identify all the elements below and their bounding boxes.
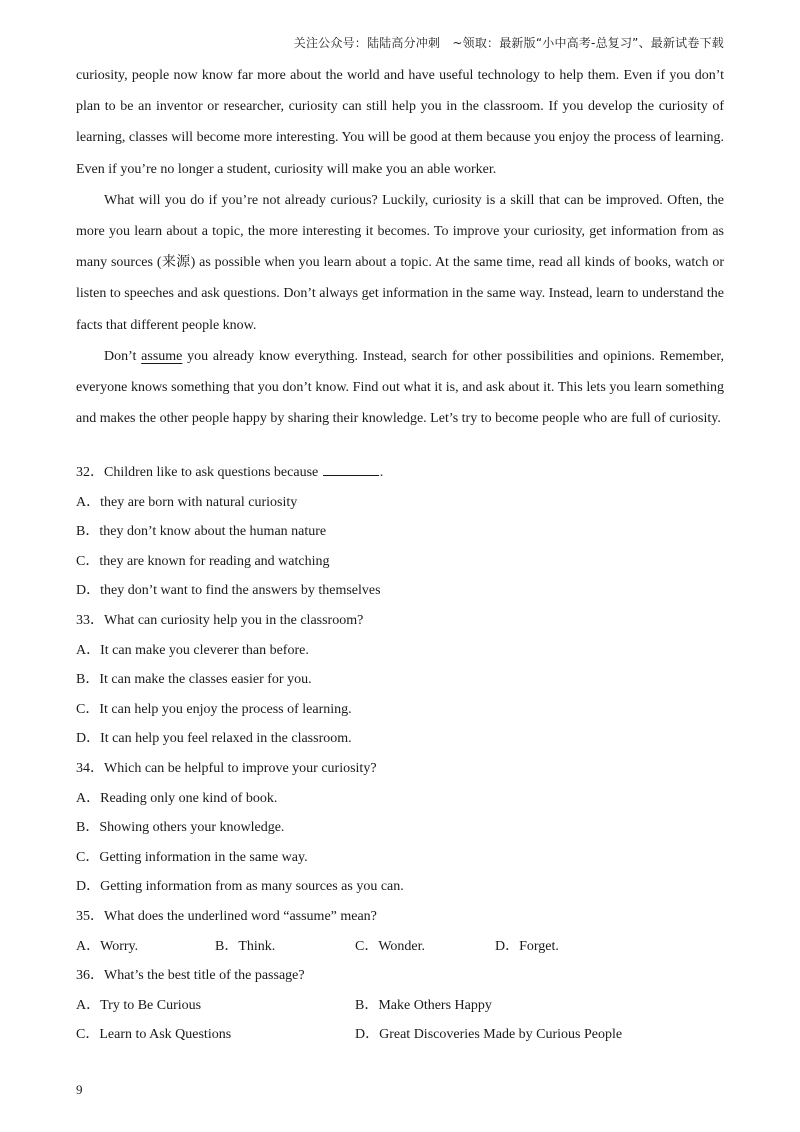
q35-option-d: D．Forget. [495,938,559,954]
reading-passage [76,60,724,434]
q33-option-d: D．It can help you feel relaxed in the classroom. [76,731,352,747]
q34-option-c: C．Getting information in the same way. [76,849,308,865]
question-32-stem [76,458,724,488]
question-36-stem: 36．What’s the best title of the passage? [76,968,305,984]
q36-option-d: D．Great Discoveries Made by Curious People [355,1027,623,1043]
q32-option-a: A．they are born with natural curiosity [76,494,298,510]
page-header: 关注公众号：陆陆高分冲刺 ~领取：最新版“小中高考-总复习”、最新试卷下载 [293,36,724,50]
underlined-word-assume: assume [141,348,183,364]
q34-option-a: A．Reading only one kind of book. [76,790,278,806]
q34-option-d: D．Getting information from as many sources as you can. [76,879,404,895]
passage-paragraph-3 [76,341,724,435]
q35-option-c: C．Wonder. [355,938,426,954]
passage-paragraph-2: What will you do if you’re not already curious? Luckily, curiosity is a skill that can be improved. Often, the more you learn about a topic, the more interesting it becomes. To improve your curiosity, get information from as many sources (来源) as possible when you learn about a topic. At the same time, read all kinds of books, watch or listen to speeches and ask questions. Don’t always get information in the same way. Instead, learn to understand the facts that different people know. [76,192,724,333]
q35-option-b: B．Think. [215,938,276,954]
q36-option-c: C．Learn to Ask Questions [76,1027,232,1043]
q32-option-b: B．they don’t know about the human nature [76,524,327,540]
q33-option-c: C．It can help you enjoy the process of learning. [76,701,352,717]
q35-options-row [76,932,724,962]
paragraph-3-start: Don’t [104,348,142,364]
q36-option-b: B．Make Others Happy [355,997,492,1013]
q32-option-d: D．they don’t want to find the answers by themselves [76,583,381,599]
paragraph-3-rest: you already know everything. Instead, search for other possibilities and opinions. Remember, everyone knows something that you don’t know. Find out what it is, and ask about it. This lets you learn something and makes the other people happy by sharing their knowledge. Let’s try to become people who are full of curiosity. [76,348,725,427]
q33-option-b: B．It can make the classes easier for you. [76,672,312,688]
question-35-stem: 35．What does the underlined word “assume” mean? [76,908,377,924]
q34-option-b: B．Showing others your knowledge. [76,820,285,836]
question-33-stem: 33．What can curiosity help you in the classroom? [76,612,364,628]
q36-options-row-1 [76,991,724,1021]
answer-blank [323,461,379,476]
q35-option-a: A．Worry. [76,938,139,954]
q32-stem-end: . [379,465,384,480]
q36-options-row-2 [76,1020,724,1050]
q33-option-a: A．It can make you cleverer than before. [76,642,309,658]
question-list [76,458,724,1050]
q32-stem-text: 32．Children like to ask questions because [76,465,322,480]
q32-option-c: C．they are known for reading and watching [76,553,330,569]
page-number: 9 [76,1082,83,1097]
question-34-stem: 34．Which can be helpful to improve your curiosity? [76,760,377,776]
passage-paragraph-1: curiosity, people now know far more about the world and have useful technology to help them. Even if you don’t plan to be an inventor or researcher, curiosity can still help you in the classroom. If you develop the curiosity of learning, classes will become more interesting. You will be good at them because you enjoy the process of learning. Even if you’re no longer a student, curiosity will make you an able worker. [76,68,724,177]
q36-option-a: A．Try to Be Curious [76,997,202,1013]
